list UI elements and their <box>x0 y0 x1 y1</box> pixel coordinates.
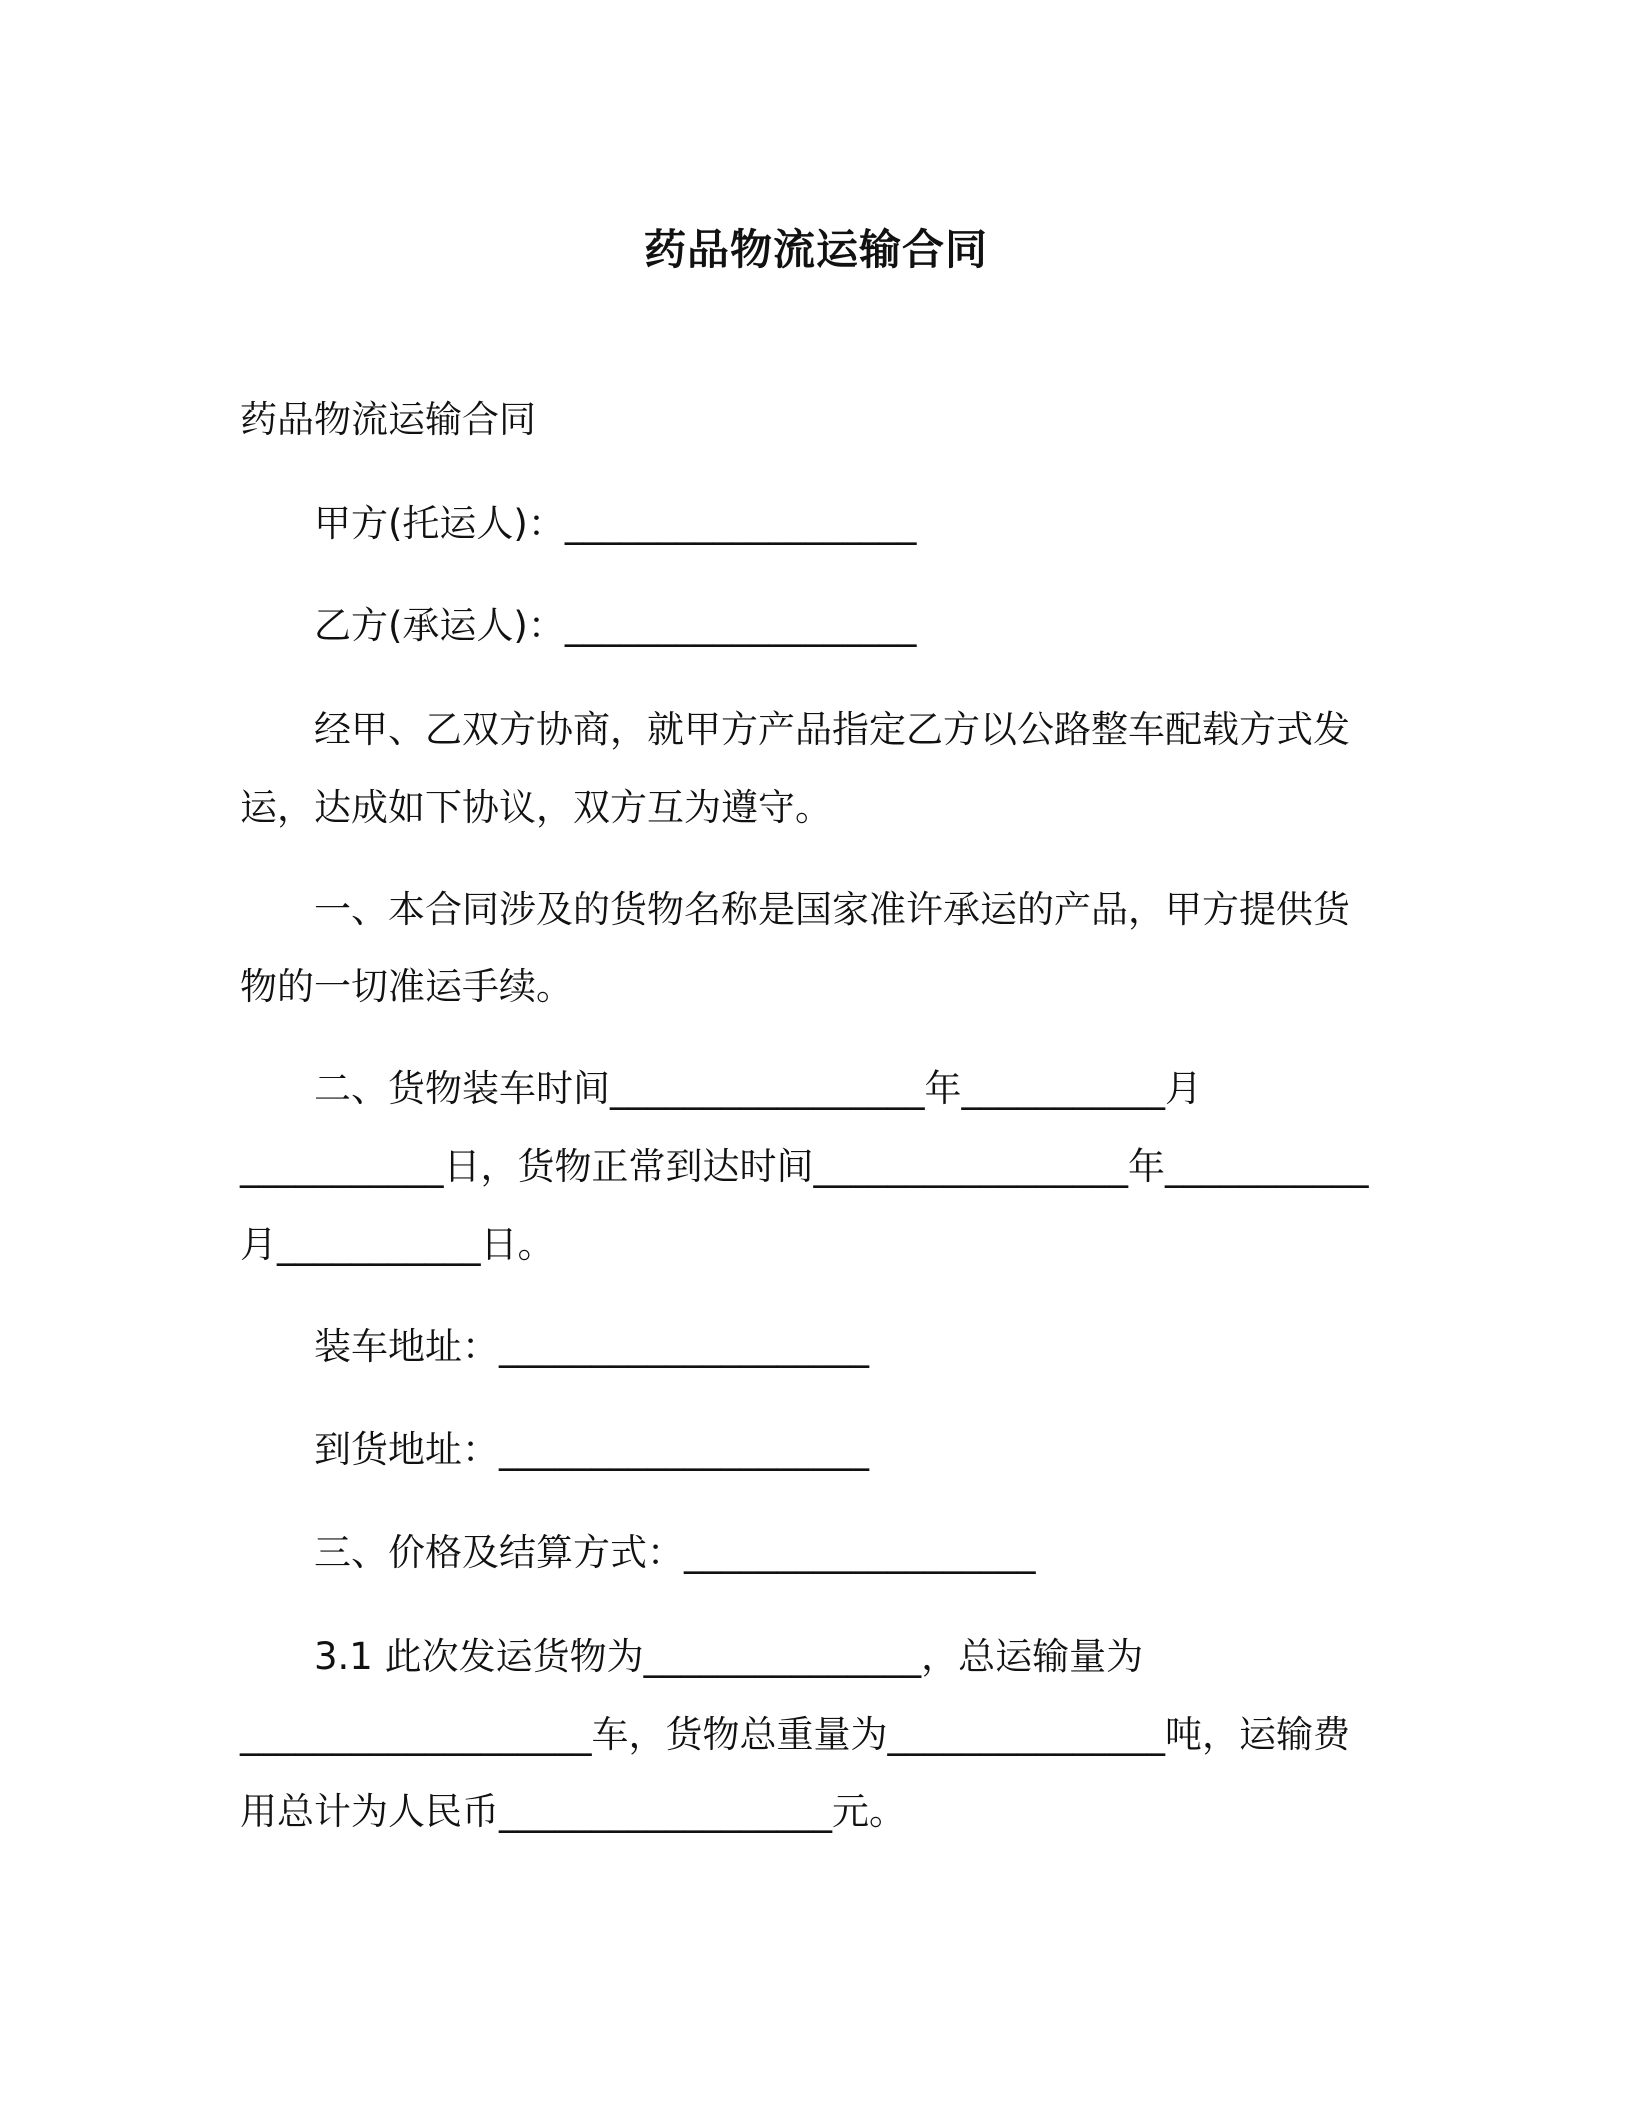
clause-3-1-line-1: 3.1 此次发运货物为_______________，总运输量为 <box>314 1635 1144 1678</box>
party-b-line: 乙方(承运人)：___________________ <box>314 604 917 647</box>
party-a-line: 甲方(托运人)：___________________ <box>314 502 917 545</box>
clause-2-line-2: ___________日，货物正常到达时间_________________年___________ <box>240 1145 1369 1188</box>
clause-3-line: 三、价格及结算方式：___________________ <box>314 1531 1036 1574</box>
document-subtitle: 药品物流运输合同 <box>240 398 536 441</box>
clause-3-1-line-2: ___________________车，货物总重量为_______________吨，运输费 <box>240 1713 1350 1756</box>
clause-1-line-2: 物的一切准运手续。 <box>240 965 573 1008</box>
clause-2-line-3: 月___________日。 <box>240 1223 555 1266</box>
intro-paragraph-line-2: 运，达成如下协议，双方互为遵守。 <box>240 786 832 829</box>
delivery-address-line: 到货地址：____________________ <box>314 1428 869 1471</box>
document-title: 药品物流运输合同 <box>643 225 988 274</box>
clause-3-1-line-3: 用总计为人民币__________________元。 <box>240 1790 906 1833</box>
clause-2-line-1: 二、货物装车时间_________________年___________月 <box>314 1067 1202 1110</box>
clause-1-line-1: 一、本合同涉及的货物名称是国家准许承运的产品，甲方提供货 <box>314 888 1350 931</box>
loading-address-line: 装车地址：____________________ <box>314 1325 869 1368</box>
intro-paragraph-line-1: 经甲、乙双方协商，就甲方产品指定乙方以公路整车配载方式发 <box>314 708 1350 751</box>
